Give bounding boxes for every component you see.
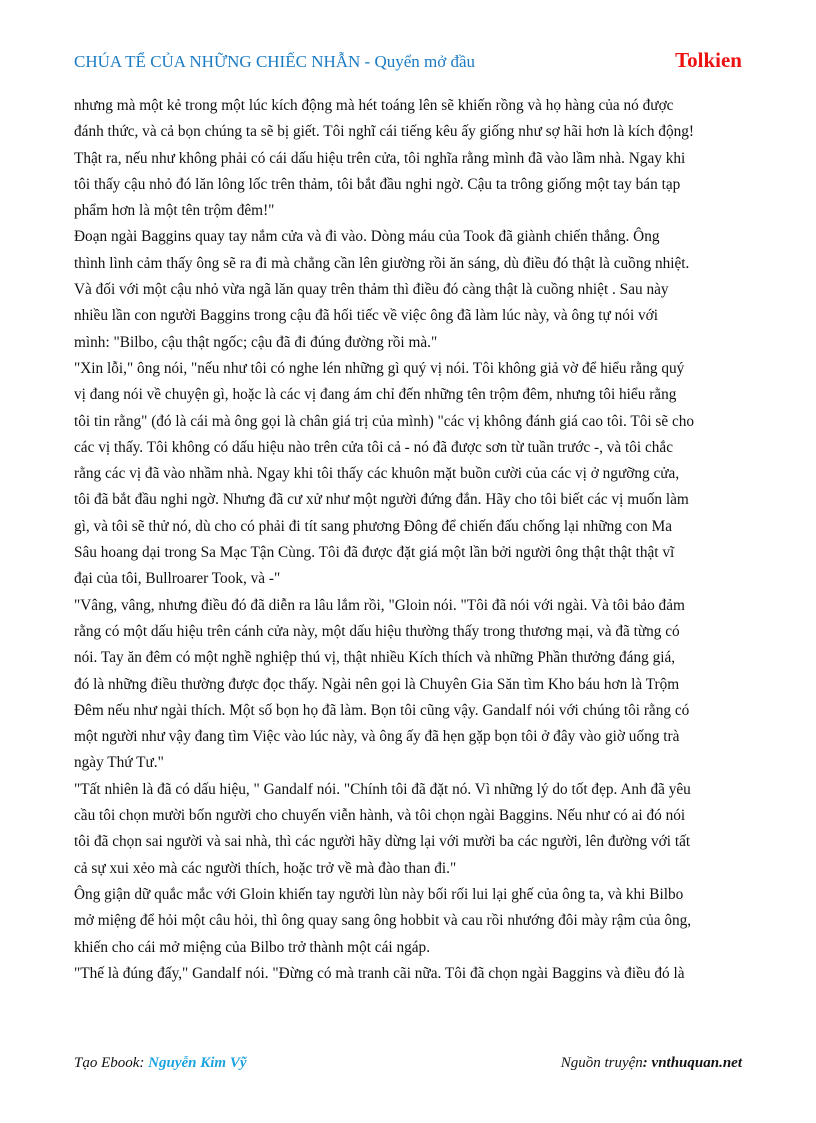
ebook-creator-name: Nguyễn Kim Vỹ [148, 1055, 247, 1071]
text-line: rằng các vị đã vào nhầm nhà. Ngay khi tôi thấy các khuôn mặt buồn cười của các vị ở ngưỡng cửa, [74, 465, 680, 483]
text-line: vị đang nói về chuyện gì, hoặc là các vị đang ám chỉ đến những tên trộm đêm, nhưng tôi hiểu rằng [74, 386, 677, 404]
text-line: đại của tôi, Bullroarer Took, và -" [74, 570, 281, 588]
text-line: Đêm nếu như ngài thích. Một số bọn họ đã làm. Bọn tôi cũng vậy. Gandalf nói với chúng tôi rằng có [74, 701, 690, 719]
text-line: tôi tin rằng" (đó là cái mà ông gọi là chân giá trị của mình) "các vị không đánh giá cao tôi. Tôi sẽ cho [74, 412, 695, 430]
source-site-name: vnthuquan.net [651, 1055, 742, 1071]
text-line: Và đối với một cậu nhỏ vừa ngã lăn quay trên thảm thì điều đó càng thật là cuồng nhiệt . Sau này [74, 281, 669, 299]
text-line: nhưng mà một kẻ trong một lúc kích động mà hét toáng lên sẽ khiến rồng và họ hàng của nó được [74, 97, 674, 114]
body-text [74, 93, 746, 987]
page-header [74, 48, 742, 76]
source-label: Nguồn truyện [560, 1055, 643, 1071]
text-line: cả sự xui xẻo mà các người thích, hoặc trở về mà đào than đi." [74, 859, 457, 877]
text-line: thình lình cảm thấy ông sẽ ra đi mà chẳng cần lên giường rồi ăn sáng, dù điều đó thật là cuồng nhiệt. [74, 254, 690, 272]
text-line: Thật ra, nếu như không phải có cái dấu hiệu trên cửa, tôi nghĩa rằng mình đã vào lầm nhà. Ngay khi [74, 149, 686, 167]
text-line: nhiều lần con người Baggins trong cậu đã hối tiếc về việc ông đã làm lúc này, và ông tự nói với [74, 307, 659, 325]
text-line: Sâu hoang dại trong Sa Mạc Tận Cùng. Tôi đã được đặt giá một lần bởi người ông thật thật thật vĩ [74, 544, 675, 562]
text-line: phẩm hơn là một tên trộm đêm!" [74, 202, 275, 220]
text-line: tôi thấy cậu nhỏ đó lăn lông lốc trên thảm, tôi bắt đầu nghi ngờ. Cậu ta trông giống một tay bán tạp [74, 175, 681, 193]
text-line: đó là những điều thường được đọc thấy. Ngài nên gọi là Chuyên Gia Săn tìm Kho báu hơn là Trộm [74, 675, 680, 693]
ebook-credit [74, 1055, 247, 1072]
text-line: mở miệng để hỏi một câu hỏi, thì ông quay sang ông hobbit và cau rồi nhướng đôi mày rậm của ông, [74, 912, 692, 930]
text-line: đánh thức, và cả bọn chúng ta sẽ bị giết. Tôi nghĩ cái tiếng kêu ấy giống như sợ hãi hơn là kích động! [74, 123, 694, 141]
text-line: nói. Tay ăn đêm có một nghề nghiệp thú vị, thật nhiều Kích thích và những Phần thưởng đáng giá, [74, 649, 676, 667]
text-line: tôi đã bắt đầu nghi ngờ. Nhưng đã cư xử như một người đứng đắn. Hãy cho tôi biết các vị muốn làm [74, 491, 689, 509]
text-line: khiến cho cái mở miệng của Bilbo trở thành một cái ngáp. [74, 938, 431, 956]
text-line: gì, và tôi sẽ thử nó, dù cho có phải đi tít sang phương Đông để chiến đấu chống lại những con Ma [74, 517, 672, 535]
text-line: "Vâng, vâng, nhưng điều đó đã diễn ra lâu lắm rồi, "Gloin nói. "Tôi đã nói với ngài. Và tôi bảo đảm [74, 596, 685, 614]
ebook-label: Tạo Ebook [74, 1055, 140, 1071]
text-line: "Tất nhiên là đã có dấu hiệu, " Gandalf nói. "Chính tôi đã đặt nó. Vì những lý do tốt đẹp. Anh đã yêu [74, 780, 691, 798]
text-line: rằng có một dấu hiệu trên cánh cửa này, một dấu hiệu thường thấy trong thương mại, và đã từng có [74, 622, 680, 640]
text-line: Ông giận dữ quắc mắc với Gloin khiến tay người lùn này bối rối lui lại ghế của ông ta, và khi Bilbo [74, 885, 684, 903]
book-title: CHÚA TỂ CỦA NHỮNG CHIẾC NHẪN - Quyển mở đầu [74, 52, 476, 71]
text-line: "Thế là đúng đấy," Gandalf nói. "Đừng có mà tranh cãi nữa. Tôi đã chọn ngài Baggins và điều đó là [74, 964, 685, 982]
ebook-separator: : [139, 1055, 149, 1071]
source-credit [561, 1055, 742, 1072]
page-footer [74, 1055, 742, 1077]
source-separator: : [642, 1055, 652, 1071]
text-line: các vị thấy. Tôi không có dấu hiệu nào trên cửa tôi cả - nó đã được sơn từ tuần trước -, và tôi chắc [74, 438, 673, 456]
author-name: Tolkien [675, 48, 742, 72]
text-line: Đoạn ngài Baggins quay tay nắm cửa và đi vào. Dòng máu của Took đã giành chiến thắng. Ông [74, 228, 660, 246]
text-line: tôi đã chọn sai người và sai nhà, thì các người hãy dừng lại với mười ba các người, lên đường với tất [74, 833, 691, 851]
text-line: mình: "Bilbo, cậu thật ngốc; cậu đã đi đúng đường rồi mà." [74, 333, 438, 351]
text-line: ngày Thứ Tư." [74, 754, 164, 772]
text-line: "Xin lỗi," ông nói, "nếu như tôi có nghe lén những gì quý vị nói. Tôi không giả vờ để hiểu rằng quý [74, 359, 685, 377]
text-line: cầu tôi chọn mười bốn người cho chuyến viễn hành, và tôi chọn ngài Baggins. Nếu như có ai đó nói [74, 807, 686, 825]
text-line: một người như vậy đang tìm Việc vào lúc này, và ông ấy đã hẹn gặp bọn tôi ở đây vào giờ uống trà [74, 728, 680, 746]
